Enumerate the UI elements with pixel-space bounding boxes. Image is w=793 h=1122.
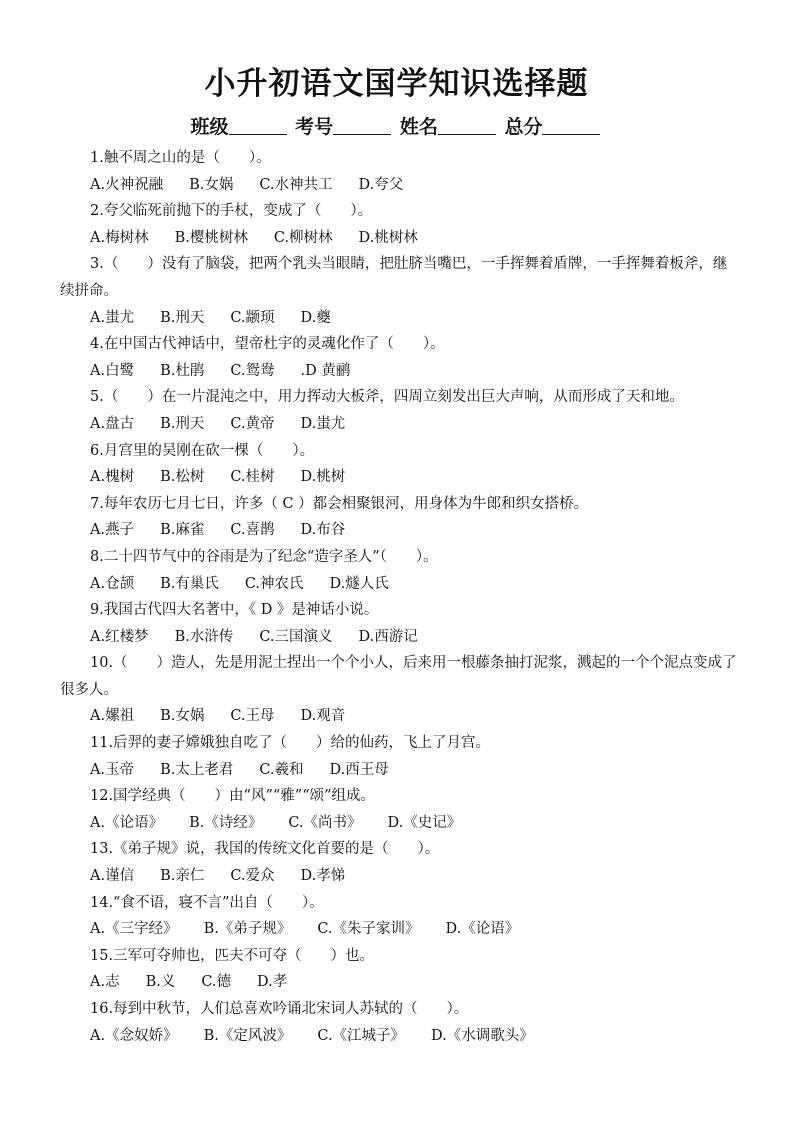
answer-option: C.柳树林 (273, 229, 333, 246)
question-item (60, 783, 740, 836)
answer-option: C.黄帝 (230, 415, 275, 432)
answer-option: C.王母 (230, 708, 275, 725)
question-text: 12.国学经典（ ）由“风”“雅”“颂”组成。 (90, 788, 376, 805)
question-options (60, 172, 740, 199)
answer-option: .D 黄鹂 (300, 362, 351, 379)
question-item (60, 251, 740, 331)
question-item (60, 384, 740, 437)
answer-option: A.《念奴娇》 (90, 1027, 178, 1044)
answer-option: B.《定风波》 (203, 1027, 292, 1044)
question-options (60, 411, 740, 438)
answer-option: C.《江城子》 (317, 1027, 406, 1044)
question-options (60, 305, 740, 332)
answer-option: B.有巢氏 (160, 575, 219, 592)
answer-option: C.德 (201, 974, 232, 991)
answer-option: C.爱众 (230, 868, 275, 885)
question-item (60, 650, 740, 730)
question-options (60, 703, 740, 730)
answer-option: B.松树 (160, 469, 205, 486)
exam-number-label: 考号 (295, 116, 334, 138)
question-text: 4.在中国古代神话中，望帝杜宇的灵魂化作了（ ）。 (90, 336, 445, 353)
question-item (60, 491, 740, 544)
question-item (60, 145, 740, 198)
answer-option: A.玉帝 (90, 761, 135, 778)
answer-option: D.《水调歌头》 (431, 1027, 534, 1044)
score-label: 总分 (504, 116, 543, 138)
answer-option: B.水浒传 (174, 628, 234, 645)
answer-option: D.《史记》 (387, 814, 462, 831)
question-item (60, 597, 740, 650)
answer-option: D.孝 (257, 974, 288, 991)
answer-option: A.红楼梦 (90, 628, 149, 645)
student-info-line (0, 112, 793, 139)
answer-option: D.夸父 (358, 176, 404, 193)
answer-option: B.义 (145, 974, 176, 991)
answer-option: C.桂树 (230, 469, 275, 486)
answer-option: B.太上老君 (160, 761, 234, 778)
answer-option: B.樱桃树林 (174, 229, 248, 246)
answer-option: D.布谷 (300, 522, 346, 539)
answer-option: A.火神祝融 (90, 176, 164, 193)
question-item (60, 331, 740, 384)
answer-option: C.颛顼 (230, 309, 275, 326)
question-options (60, 464, 740, 491)
question-list (60, 145, 740, 1049)
answer-option: B.女娲 (160, 708, 205, 725)
answer-option: B.《弟子规》 (203, 921, 292, 938)
question-text: 13.《弟子规》说，我国的传统文化首要的是（ ）。 (90, 841, 440, 858)
answer-option: D.桃树 (300, 469, 346, 486)
name-label: 姓名 (399, 116, 438, 138)
question-text: 2.夸父临死前抛下的手杖，变成了（ ）。 (90, 203, 373, 220)
question-item (60, 836, 740, 889)
question-item (60, 996, 740, 1049)
question-options (60, 517, 740, 544)
question-item (60, 544, 740, 597)
answer-option: A.蚩尤 (90, 309, 135, 326)
answer-option: A.《论语》 (90, 814, 164, 831)
answer-option: C.神农氏 (244, 575, 304, 592)
answer-option: A.盘古 (90, 415, 135, 432)
answer-option: A.槐树 (90, 469, 135, 486)
question-text: 10.（ ）造人，先是用泥土捏出一个个小人，后来用一根藤条抽打泥浆，溅起的一个个泥点变成了很多人。 (60, 655, 737, 698)
question-item (60, 943, 740, 996)
question-text: 5.（ ）在一片混沌之中，用力挥动大板斧，四周立刻发出巨大声响，从而形成了天和地。 (90, 389, 684, 406)
question-options (60, 1023, 740, 1050)
answer-option: D.孝悌 (300, 868, 346, 885)
question-text: 15.三军可夺帅也，匹夫不可夺（ ）也。 (90, 947, 375, 964)
question-text: 16.每到中秋节，人们总喜欢吟诵北宋词人苏轼的（ ）。 (90, 1001, 469, 1017)
answer-option: B.《诗经》 (189, 814, 263, 831)
name-blank (438, 134, 496, 135)
answer-option: B.麻雀 (160, 522, 205, 539)
answer-option: B.刑天 (160, 415, 205, 432)
question-options (60, 571, 740, 598)
answer-option: C.喜鹊 (230, 522, 275, 539)
class-blank (229, 134, 287, 135)
question-options (60, 969, 740, 996)
answer-option: D.燧人氏 (329, 575, 389, 592)
answer-option: A.《三字经》 (90, 921, 178, 938)
question-item (60, 438, 740, 491)
question-text: 11.后羿的妻子嫦娥独自吃了（ ）给的仙药，飞上了月宫。 (90, 735, 491, 752)
answer-option: A.谨信 (90, 868, 135, 885)
question-item (60, 890, 740, 943)
answer-option: C.《朱子家训》 (317, 921, 420, 938)
class-label: 班级 (190, 116, 229, 138)
answer-option: C.三国演义 (259, 628, 333, 645)
answer-option: A.志 (90, 974, 120, 991)
question-text: 1.触不周之山的是（ ）。 (90, 150, 271, 166)
answer-option: D.西游记 (358, 628, 418, 645)
question-options (60, 358, 740, 385)
answer-option: C.羲和 (259, 761, 304, 778)
answer-option: D.西王母 (329, 761, 389, 778)
answer-option: A.白鹭 (90, 362, 135, 379)
question-options (60, 225, 740, 252)
question-text: 8.二十四节气中的谷雨是为了纪念“造字圣人”（ ）。 (90, 548, 438, 565)
answer-option: D.蚩尤 (300, 415, 346, 432)
answer-option: B.女娲 (189, 176, 234, 193)
answer-option: B.亲仁 (160, 868, 205, 885)
question-text: 14.“食不语，寝不言”出自（ ）。 (90, 894, 324, 911)
answer-option: A.燕子 (90, 522, 135, 539)
answer-option: A.仓颉 (90, 575, 135, 592)
answer-option: D.夔 (300, 309, 331, 326)
answer-option: B.杜鹃 (160, 362, 205, 379)
question-options (60, 916, 740, 943)
question-text: 6.月宫里的吴刚在砍一棵（ ）。 (90, 442, 315, 459)
page-title: 小升初语文国学知识选择题 (204, 66, 589, 102)
answer-option: C.《尚书》 (288, 814, 362, 831)
question-options (60, 757, 740, 784)
question-item (60, 198, 740, 251)
answer-option: D.桃树林 (358, 229, 418, 246)
question-item (60, 730, 740, 783)
answer-option: C.水神共工 (259, 176, 333, 193)
question-options (60, 624, 740, 651)
exam-number-blank (333, 134, 391, 135)
question-options (60, 810, 740, 837)
answer-option: D.观音 (300, 708, 346, 725)
question-text: 7.每年农历七月七日，许多（ C ）都会相聚银河，用身体为牛郎和织女搭桥。 (90, 495, 589, 512)
answer-option: A.梅树林 (90, 229, 149, 246)
question-text: 9.我国古代四大名著中，《 D 》是神话小说。 (90, 602, 379, 619)
score-blank (542, 134, 600, 135)
answer-option: B.刑天 (160, 309, 205, 326)
answer-option: C.鸳鸯 (230, 362, 275, 379)
answer-option: A.嫘祖 (90, 708, 135, 725)
question-options (60, 863, 740, 890)
answer-option: D.《论语》 (445, 921, 520, 938)
question-text: 3.（ ）没有了脑袋，把两个乳头当眼睛，把肚脐当嘴巴，一手挥舞着盾牌，一手挥舞着板斧，继续拼命。 (60, 256, 728, 299)
